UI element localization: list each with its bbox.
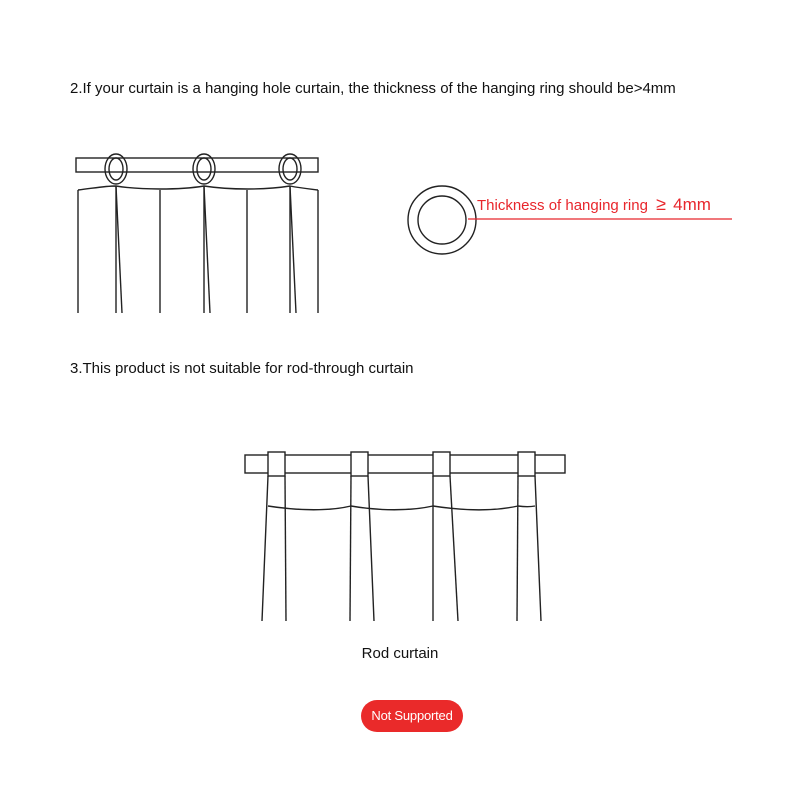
curtain-folds xyxy=(262,476,541,621)
hanging-ring xyxy=(105,154,127,184)
ring-curtain-illustration xyxy=(76,154,318,313)
ring-thickness-detail xyxy=(408,186,732,254)
curtain-top-edge xyxy=(268,506,535,510)
rod-pocket xyxy=(518,452,535,476)
curtain-folds xyxy=(78,186,318,313)
not-supported-badge: Not Supported xyxy=(361,700,463,732)
curtain-top-edge xyxy=(78,186,318,190)
curtain-rod xyxy=(245,455,565,473)
rod-curtain-illustration xyxy=(245,452,565,621)
rod-curtain-caption: Rod curtain xyxy=(361,645,439,662)
rod-pocket xyxy=(433,452,450,476)
ring-inner-circle xyxy=(418,196,466,244)
rod-pocket xyxy=(268,452,285,476)
hanging-ring-note: 2.If your curtain is a hanging hole curtain, the thickness of the hanging ring should be>4mm xyxy=(70,80,676,97)
rod-pocket xyxy=(351,452,368,476)
rod-through-note: 3.This product is not suitable for rod-through curtain xyxy=(70,360,414,377)
hanging-ring xyxy=(279,154,301,184)
ring-thickness-label: Thickness of hanging ring ≥ 4mm xyxy=(477,194,711,214)
hanging-ring xyxy=(193,154,215,184)
